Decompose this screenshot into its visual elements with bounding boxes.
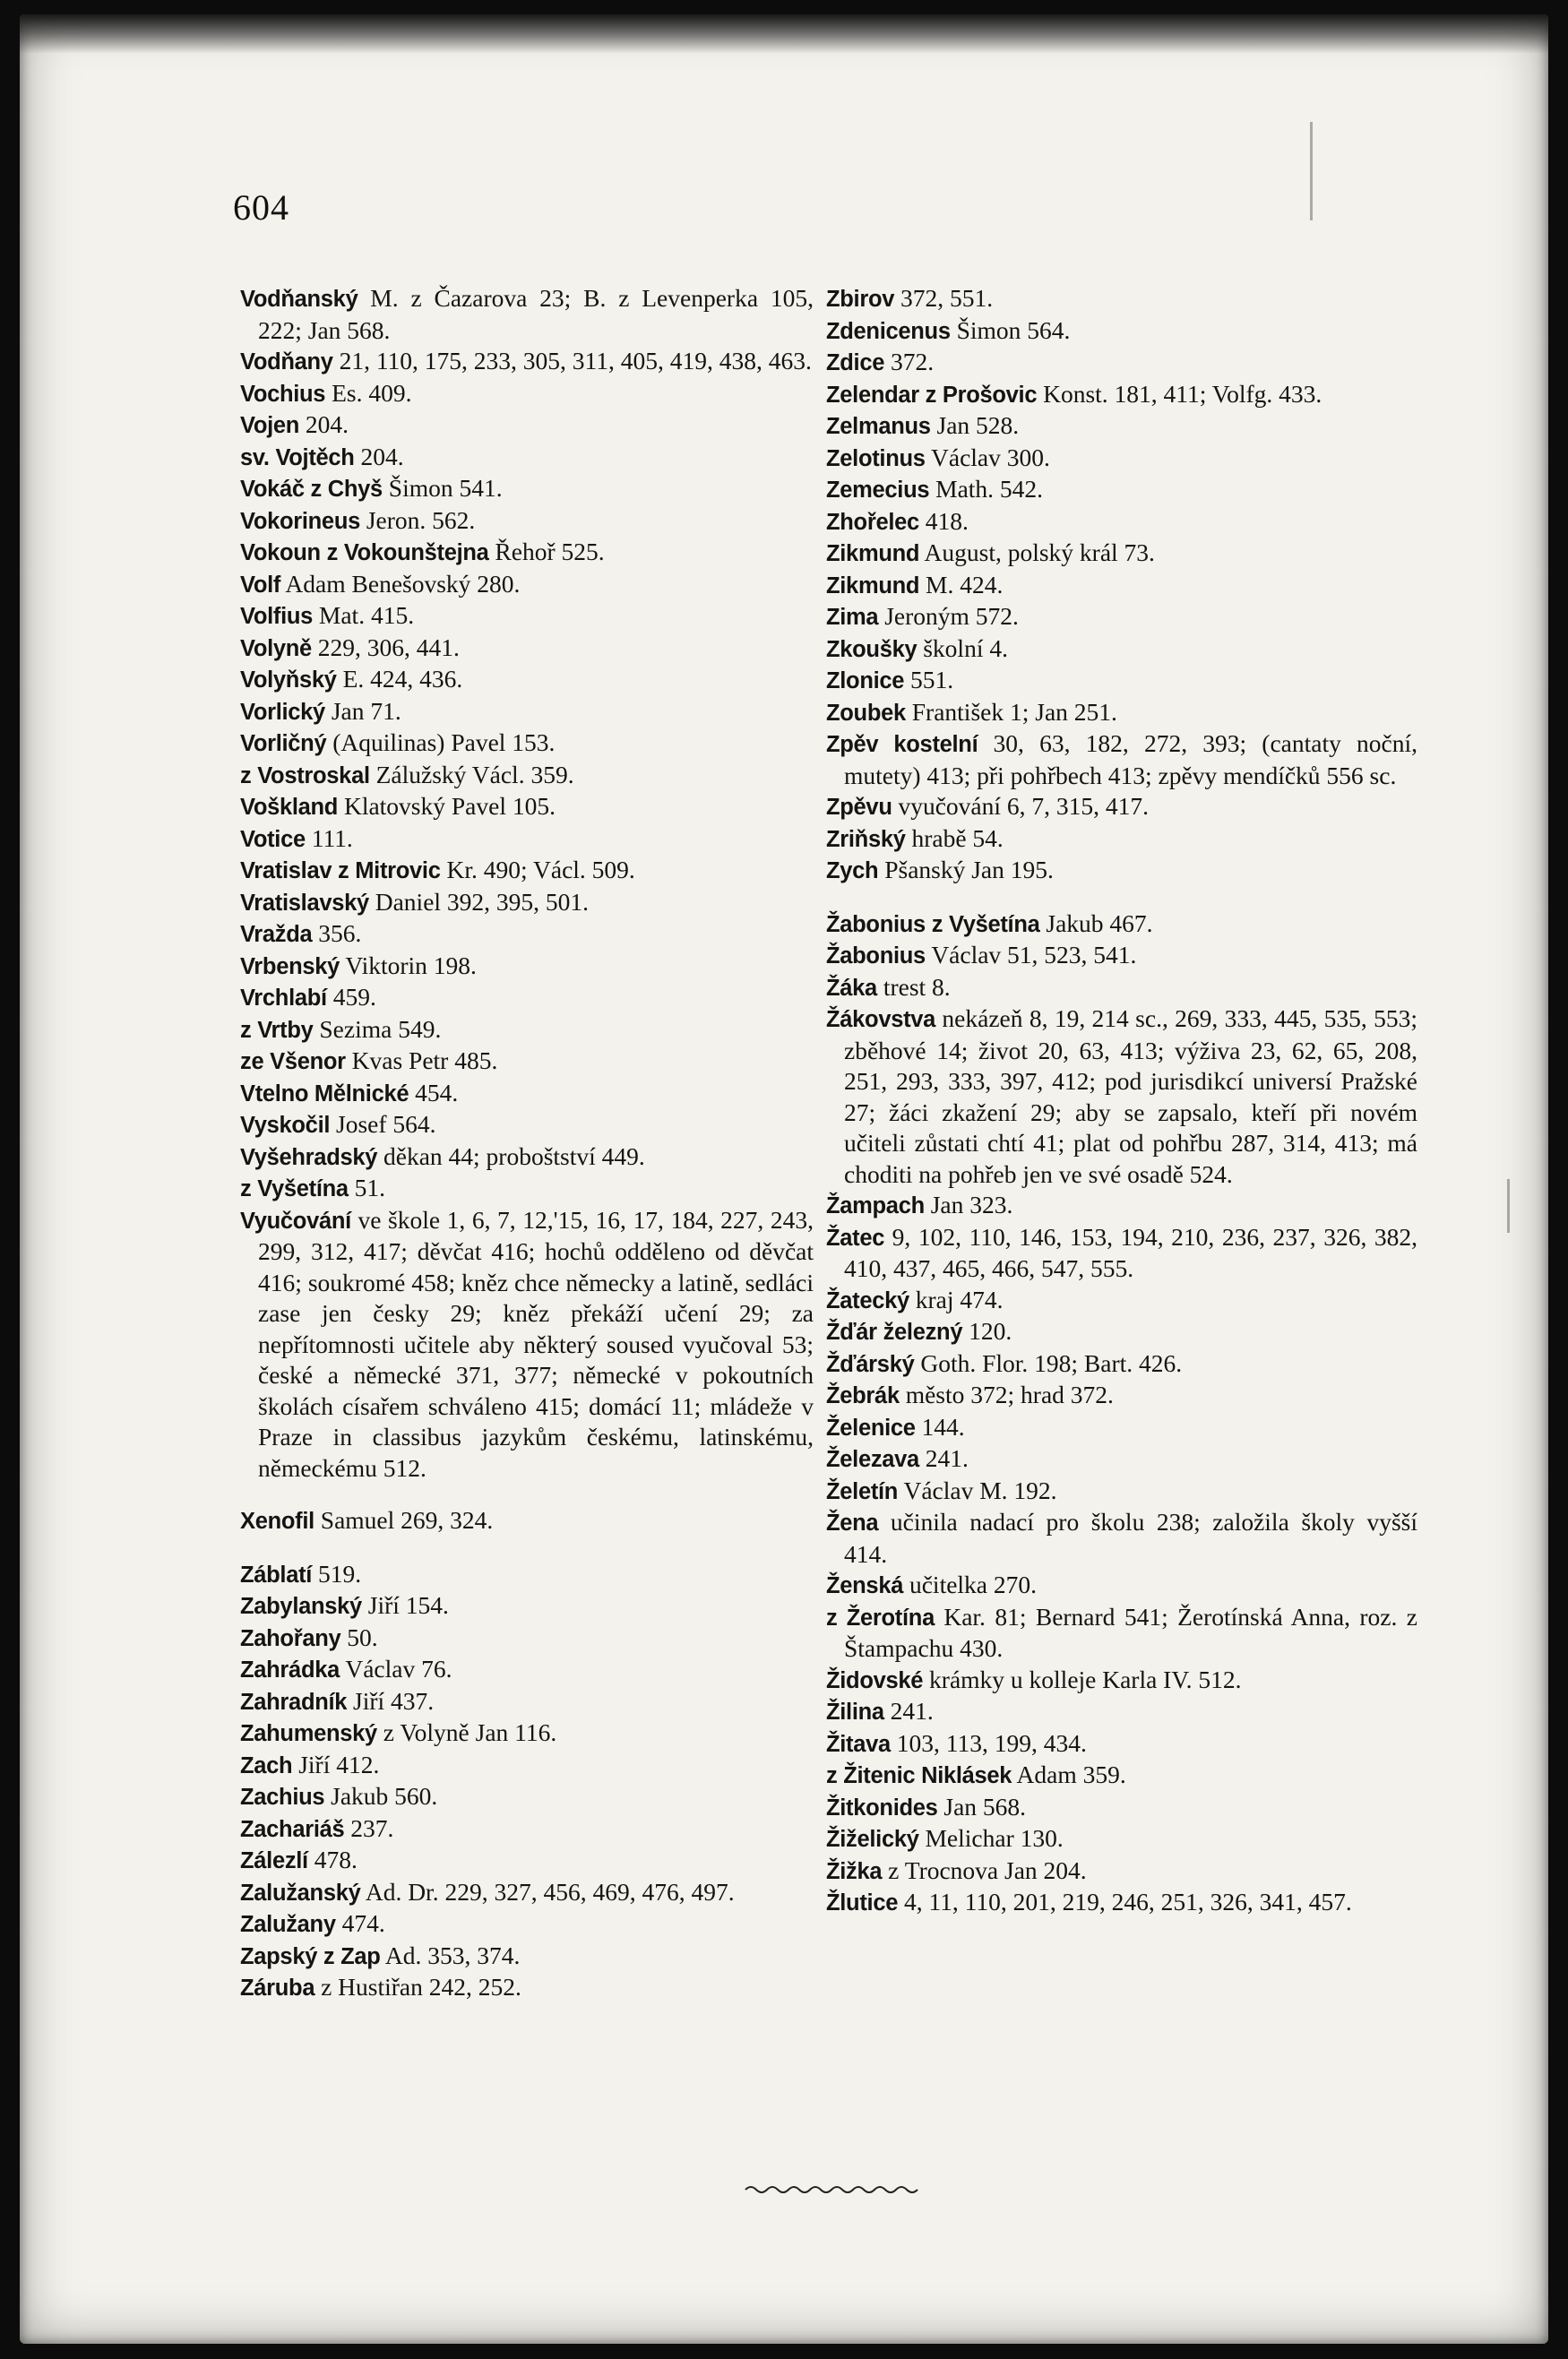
index-entry — [240, 1046, 814, 1078]
entry-headword: Vokorineus — [240, 508, 360, 534]
entry-references: Ad. 353, 374. — [380, 1941, 521, 1969]
entry-references: 241. — [883, 1697, 934, 1725]
entry-headword: Volfius — [240, 604, 314, 629]
entry-references: z Trocnova Jan 204. — [882, 1855, 1087, 1884]
entry-headword: Vrbenský — [240, 953, 340, 979]
entry-headword: Zapský z Zap — [240, 1943, 381, 1969]
entry-headword: Volyňský — [240, 667, 337, 693]
index-entry — [826, 1348, 1417, 1381]
entry-headword: Zima — [826, 605, 879, 630]
entry-headword: Židovské — [826, 1667, 924, 1693]
index-entry — [826, 940, 1417, 972]
entry-headword: Zych — [826, 858, 879, 883]
entry-headword: Ženská — [826, 1573, 904, 1598]
entry-references: Jiří 412. — [292, 1750, 380, 1778]
index-entry — [826, 601, 1417, 633]
entry-headword: Vorlický — [240, 699, 325, 725]
entry-references: Šimon 541. — [382, 474, 503, 502]
entry-references: Jiří 437. — [347, 1686, 435, 1715]
entry-references: 204. — [299, 410, 349, 438]
index-entry — [240, 1141, 814, 1174]
entry-headword: Žebrák — [826, 1383, 900, 1408]
entry-headword: Vochius — [240, 381, 326, 407]
entry-references: Jan 323. — [924, 1191, 1013, 1218]
entry-references: Jakub 467. — [1039, 908, 1153, 937]
entry-references: M. 424. — [919, 570, 1004, 598]
index-entry — [240, 600, 814, 633]
entry-headword: Zoubek — [826, 700, 906, 726]
index-entry — [826, 315, 1417, 348]
section-gap — [240, 1484, 814, 1505]
entry-headword: Želenice — [826, 1415, 916, 1441]
entry-headword: Votice — [240, 826, 306, 852]
index-entry — [240, 1877, 814, 1909]
entry-headword: Žďár železný — [826, 1320, 963, 1345]
index-entry — [240, 823, 814, 856]
index-entry — [240, 887, 814, 919]
index-entry — [826, 379, 1417, 411]
entry-references: Jeroným 572. — [878, 602, 1019, 630]
index-entry — [826, 538, 1417, 570]
entry-references: školní 4. — [917, 633, 1008, 662]
entry-references: 372. — [884, 348, 935, 375]
entry-headword: Žatec — [826, 1225, 885, 1251]
entry-references: ve škole 1, 6, 7, 12,'15, 16, 17, 184, 227, 243, 299, 312, 417; děvčat 416; hochů odděleno od děvčat 416; soukromé 458; kněz chce německy a latině, sedláci zase jen česky 29; kněz překáží učení 29; za nepřítomnosti učitele aby některý soused vyučoval 53; české a německé 371, 377; německé v pokoutních školách císařem schváleno 415; domácí 11; mládeže v Praze in classibus jazykům českému, latinskému, německému 512. — [258, 1205, 814, 1482]
entry-references: učitelka 270. — [903, 1571, 1038, 1598]
index-entry — [826, 443, 1417, 475]
index-entry — [240, 1845, 814, 1877]
index-entry — [826, 1190, 1417, 1222]
entry-headword: Vokoun z Vokounštejna — [240, 540, 489, 565]
entry-headword: Zálezlí — [240, 1848, 308, 1873]
entry-headword: Vodňany — [240, 349, 333, 375]
entry-references: Kvas Petr 485. — [345, 1046, 498, 1074]
entry-headword: Zriňský — [826, 826, 906, 852]
entry-headword: Železava — [826, 1447, 919, 1472]
index-entry — [240, 1559, 814, 1591]
entry-headword: Vratislavský — [240, 890, 369, 916]
index-entry — [826, 1316, 1417, 1348]
entry-headword: Žlutice — [826, 1890, 899, 1916]
entry-references: Jakub 560. — [324, 1782, 438, 1810]
entry-references: Adam 359. — [1012, 1761, 1126, 1788]
entry-references: trest 8. — [876, 972, 951, 1001]
index-entry — [240, 1750, 814, 1782]
entry-references: August, polský král 73. — [919, 538, 1155, 566]
index-entry — [826, 791, 1417, 823]
entry-headword: Xenofil — [240, 1509, 314, 1534]
entry-references: 454. — [409, 1078, 459, 1106]
index-entry — [240, 1972, 814, 2004]
index-entry — [826, 633, 1417, 666]
entry-headword: Zelotinus — [826, 445, 926, 471]
entry-references: 144. — [915, 1412, 965, 1441]
entry-references: nekázeň 8, 19, 214 sc., 269, 333, 445, 535, 553; zběhové 14; život 20, 63, 413; výživa 23, 62, 65, 208, 251, 293, 333, 397, 412; pod jurisdikcí universí Pražské 27; žáci zkažení 29; aby se zapsalo, kteří při novém učiteli zůstati chtí 41; plat od pohřbu 287, 314, 413; má choditi na pohřeb jen ve své osadě 524. — [844, 1004, 1417, 1188]
entry-references: učinila nadací pro školu 238; založila školy vyšší 414. — [844, 1508, 1417, 1568]
entry-headword: Vojen — [240, 413, 300, 438]
entry-headword: Zemecius — [826, 478, 930, 503]
page-number: 604 — [233, 187, 289, 228]
entry-references: z Volyně Jan 116. — [376, 1718, 557, 1746]
entry-headword: Želetín — [826, 1478, 899, 1504]
index-entry — [826, 506, 1417, 538]
entry-headword: Zalužanský — [240, 1880, 361, 1906]
index-entry — [826, 410, 1417, 443]
index-entry — [240, 1505, 814, 1537]
entry-references: Samuel 269, 324. — [314, 1506, 494, 1534]
entry-headword: Žitkonides — [826, 1795, 938, 1821]
scan-blemish — [1310, 122, 1313, 220]
entry-headword: Zalužany — [240, 1912, 336, 1937]
entry-headword: Zbirov — [826, 287, 895, 312]
index-entry — [240, 1781, 814, 1813]
entry-references: 103, 113, 199, 434. — [890, 1728, 1087, 1757]
entry-headword: Zachariáš — [240, 1816, 345, 1842]
entry-references: 459. — [326, 983, 376, 1011]
entry-headword: Zdenicenus — [826, 318, 951, 344]
entry-headword: Žiželický — [826, 1827, 919, 1852]
document-page — [20, 14, 1548, 2344]
entry-references: Pšanský Jan 195. — [878, 856, 1054, 883]
entry-headword: Zahumenský — [240, 1721, 377, 1746]
index-entry — [240, 1908, 814, 1941]
entry-references: město 372; hrad 372. — [899, 1381, 1114, 1408]
entry-references: 21, 110, 175, 233, 305, 311, 405, 419, 438, 463. — [332, 347, 812, 375]
entry-headword: Záruba — [240, 1976, 315, 2001]
entry-headword: sv. Vojtěch — [240, 444, 355, 470]
entry-headword: Vyučování — [240, 1208, 351, 1234]
index-entry — [826, 728, 1417, 791]
entry-headword: Zpěvu — [826, 795, 892, 820]
index-entry — [826, 1665, 1417, 1697]
index-entry — [240, 1623, 814, 1655]
entry-references: Jan 528. — [930, 411, 1020, 439]
index-entry — [240, 1173, 814, 1205]
entry-headword: Vorličný — [240, 731, 327, 756]
index-entry — [826, 665, 1417, 697]
entry-references: Sezima 549. — [313, 1014, 442, 1043]
entry-references: 241. — [918, 1444, 969, 1472]
entry-references: Jeron. 562. — [359, 505, 476, 534]
entry-headword: Žabonius z Vyšetína — [826, 911, 1040, 937]
index-entry — [826, 823, 1417, 856]
index-entry — [826, 1443, 1417, 1476]
entry-references: Mat. 415. — [313, 601, 415, 629]
index-entry — [826, 972, 1417, 1004]
entry-references: František 1; Jan 251. — [905, 697, 1117, 726]
entry-references: 519. — [312, 1559, 362, 1588]
entry-headword: Žilina — [826, 1700, 884, 1725]
index-entry — [826, 1003, 1417, 1190]
entry-headword: Zachius — [240, 1785, 325, 1810]
scan-blemish — [1507, 1179, 1510, 1233]
index-entry — [240, 378, 814, 410]
entry-references: 551. — [904, 666, 954, 693]
entry-references: Viktorin 198. — [340, 951, 477, 979]
entry-headword: Volf — [240, 572, 281, 598]
entry-headword: Žena — [826, 1511, 879, 1536]
entry-references: 237. — [344, 1813, 394, 1842]
index-entry — [240, 569, 814, 601]
index-entry — [240, 1813, 814, 1846]
entry-headword: Zabylanský — [240, 1594, 362, 1619]
entry-headword: Zkoušky — [826, 636, 918, 662]
index-entry — [240, 982, 814, 1014]
entry-references: vyučování 6, 7, 315, 417. — [892, 792, 1150, 820]
entry-references: Zálužský Václ. 359. — [369, 760, 574, 788]
entry-headword: Zahrádka — [240, 1657, 340, 1683]
index-entry — [240, 696, 814, 728]
index-entry — [826, 1476, 1417, 1508]
entry-headword: Zelmanus — [826, 414, 931, 439]
entry-headword: Žampach — [826, 1193, 925, 1218]
entry-headword: Vyskočil — [240, 1113, 331, 1138]
entry-headword: z Žitenic Niklásek — [826, 1763, 1012, 1788]
entry-references: 4, 11, 110, 201, 219, 246, 251, 326, 341, 457. — [898, 1888, 1352, 1916]
entry-references: Daniel 392, 395, 501. — [368, 887, 590, 916]
index-column-left — [240, 283, 814, 2004]
index-entry — [826, 1760, 1417, 1792]
end-ornament — [744, 2183, 923, 2197]
index-entry — [826, 908, 1417, 941]
index-entry — [826, 1728, 1417, 1761]
index-entry — [826, 474, 1417, 506]
entry-references: Jiří 154. — [361, 1591, 449, 1619]
index-entry — [240, 473, 814, 505]
entry-references: Es. 409. — [325, 378, 412, 407]
entry-headword: Žitava — [826, 1731, 891, 1757]
index-entry — [240, 537, 814, 569]
entry-headword: Žákovstva — [826, 1007, 936, 1032]
entry-headword: Zhořelec — [826, 509, 919, 535]
entry-references: 478. — [307, 1846, 358, 1873]
index-entry — [240, 409, 814, 442]
entry-headword: Volyně — [240, 635, 312, 661]
index-entry — [826, 1412, 1417, 1444]
index-entry — [826, 855, 1417, 887]
entry-references: 51. — [348, 1174, 386, 1201]
entry-headword: Zahořany — [240, 1625, 341, 1651]
index-entry — [240, 1686, 814, 1718]
index-entry — [240, 1078, 814, 1110]
entry-headword: Vodňanský — [240, 287, 358, 312]
entry-references: Václav M. 192. — [898, 1476, 1057, 1504]
entry-references: děkan 44; proboštství 449. — [377, 1141, 645, 1170]
index-entry — [240, 760, 814, 792]
index-entry — [240, 728, 814, 760]
section-gap — [826, 887, 1417, 908]
entry-headword: Žatecký — [826, 1287, 909, 1313]
entry-headword: z Vyšetína — [240, 1176, 349, 1201]
entry-headword: Žďárský — [826, 1351, 915, 1377]
entry-headword: Záblatí — [240, 1562, 313, 1588]
index-entry — [240, 1941, 814, 1973]
entry-references: Václav 51, 523, 541. — [925, 941, 1137, 969]
entry-references: Josef 564. — [330, 1110, 436, 1138]
entry-references: hrabě 54. — [905, 823, 1004, 852]
entry-headword: Zikmund — [826, 541, 920, 566]
entry-references: (Aquilinas) Pavel 153. — [326, 728, 556, 756]
entry-references: Klatovský Pavel 105. — [338, 792, 556, 820]
index-entry — [240, 1205, 814, 1485]
entry-references: 120. — [962, 1317, 1012, 1345]
entry-headword: Zlonice — [826, 668, 905, 693]
entry-references: 30, 63, 182, 272, 393; (cantaty noční, mutety) 413; při pohřbech 413; zpěvy mendíčků 556 sc. — [844, 729, 1418, 789]
entry-headword: z Vrtby — [240, 1017, 314, 1043]
index-entry — [240, 1590, 814, 1623]
entry-references: 9, 102, 110, 146, 153, 194, 210, 236, 237, 326, 382, 410, 437, 465, 466, 547, 555. — [844, 1222, 1417, 1282]
index-entry — [826, 570, 1417, 602]
index-entry — [240, 664, 814, 696]
index-entry — [240, 791, 814, 823]
scan-top-edge — [20, 14, 1548, 54]
index-entry — [826, 1285, 1417, 1317]
index-entry — [826, 283, 1417, 315]
entry-references: Kr. 490; Václ. 509. — [440, 856, 635, 883]
entry-headword: Voškland — [240, 795, 339, 820]
index-entry — [826, 1696, 1417, 1728]
entry-headword: Vratislav z Mitrovic — [240, 858, 441, 883]
entry-references: krámky u kolleje Karla IV. 512. — [923, 1665, 1242, 1693]
index-entry — [826, 1602, 1417, 1665]
index-entry — [826, 1507, 1417, 1570]
entry-headword: Zelendar z Prošovic — [826, 382, 1038, 408]
entry-references: kraj 474. — [909, 1285, 1004, 1313]
entry-references: Konst. 181, 411; Volfg. 433. — [1037, 379, 1322, 408]
entry-headword: Zpěv kostelní — [826, 732, 978, 757]
entry-references: 418. — [918, 506, 969, 535]
entry-references: Melichar 130. — [918, 1824, 1064, 1852]
index-entry — [240, 855, 814, 887]
section-gap — [240, 1537, 814, 1559]
index-entry — [240, 1718, 814, 1750]
index-entry — [826, 347, 1417, 379]
entry-references: Řehoř 525. — [488, 538, 605, 565]
index-entry — [240, 442, 814, 474]
entry-headword: Vyšehradský — [240, 1144, 378, 1170]
index-entry — [826, 1887, 1417, 1919]
entry-references: Goth. Flor. 198; Bart. 426. — [914, 1348, 1183, 1377]
index-entry — [826, 1855, 1417, 1888]
entry-references: 50. — [340, 1623, 378, 1651]
entry-headword: ze Všenor — [240, 1049, 346, 1074]
index-entry — [240, 951, 814, 983]
index-column-right — [826, 283, 1417, 1919]
entry-headword: Žižka — [826, 1858, 883, 1884]
entry-headword: z Žerotína — [826, 1605, 935, 1631]
index-entry — [826, 1823, 1417, 1855]
entry-references: Václav 300. — [925, 443, 1050, 471]
entry-references: Ad. Dr. 229, 327, 456, 469, 476, 497. — [360, 1877, 735, 1906]
entry-references: Adam Benešovský 280. — [280, 569, 521, 598]
index-entry — [240, 346, 814, 378]
entry-headword: Zdice — [826, 350, 885, 375]
index-entry — [826, 1570, 1417, 1602]
entry-headword: Žáka — [826, 975, 877, 1001]
index-entry — [826, 697, 1417, 729]
entry-references: 204. — [354, 442, 404, 470]
entry-references: 372, 551. — [894, 284, 994, 312]
entry-references: Jan 568. — [937, 1792, 1027, 1821]
entry-references: Kar. 81; Bernard 541; Žerotínská Anna, roz. z Štampachu 430. — [844, 1602, 1417, 1662]
entry-headword: z Vostroskal — [240, 762, 370, 788]
index-entry — [240, 283, 814, 346]
entry-references: Jan 71. — [324, 696, 401, 725]
index-entry — [240, 505, 814, 538]
entry-references: E. 424, 436. — [336, 665, 463, 693]
entry-headword: Zach — [240, 1752, 293, 1778]
entry-headword: Žabonius — [826, 943, 926, 969]
entry-headword: Zikmund — [826, 573, 920, 598]
entry-references: 356. — [312, 919, 362, 947]
entry-headword: Vtelno Mělnické — [240, 1080, 409, 1106]
index-entry — [240, 1014, 814, 1046]
entry-headword: Zahradník — [240, 1689, 348, 1715]
entry-references: z Hustiřan 242, 252. — [314, 1973, 521, 2001]
entry-references: Šimon 564. — [950, 315, 1071, 344]
index-entry — [826, 1380, 1417, 1412]
index-entry — [240, 1109, 814, 1141]
entry-references: M. z Čazarova 23; B. z Levenperka 105, 222; Jan 568. — [258, 284, 814, 344]
index-entry — [826, 1792, 1417, 1824]
entry-headword: Vokáč z Chyš — [240, 477, 383, 502]
index-entry — [240, 918, 814, 951]
entry-references: 111. — [305, 823, 353, 852]
entry-references: Václav 76. — [339, 1655, 452, 1683]
entry-headword: Vražda — [240, 922, 313, 947]
entry-references: 474. — [335, 1909, 385, 1937]
index-entry — [240, 1654, 814, 1686]
index-entry — [240, 633, 814, 665]
entry-references: 229, 306, 441. — [311, 633, 460, 661]
entry-references: Math. 542. — [929, 475, 1044, 503]
entry-headword: Vrchlabí — [240, 986, 327, 1011]
index-entry — [826, 1222, 1417, 1285]
